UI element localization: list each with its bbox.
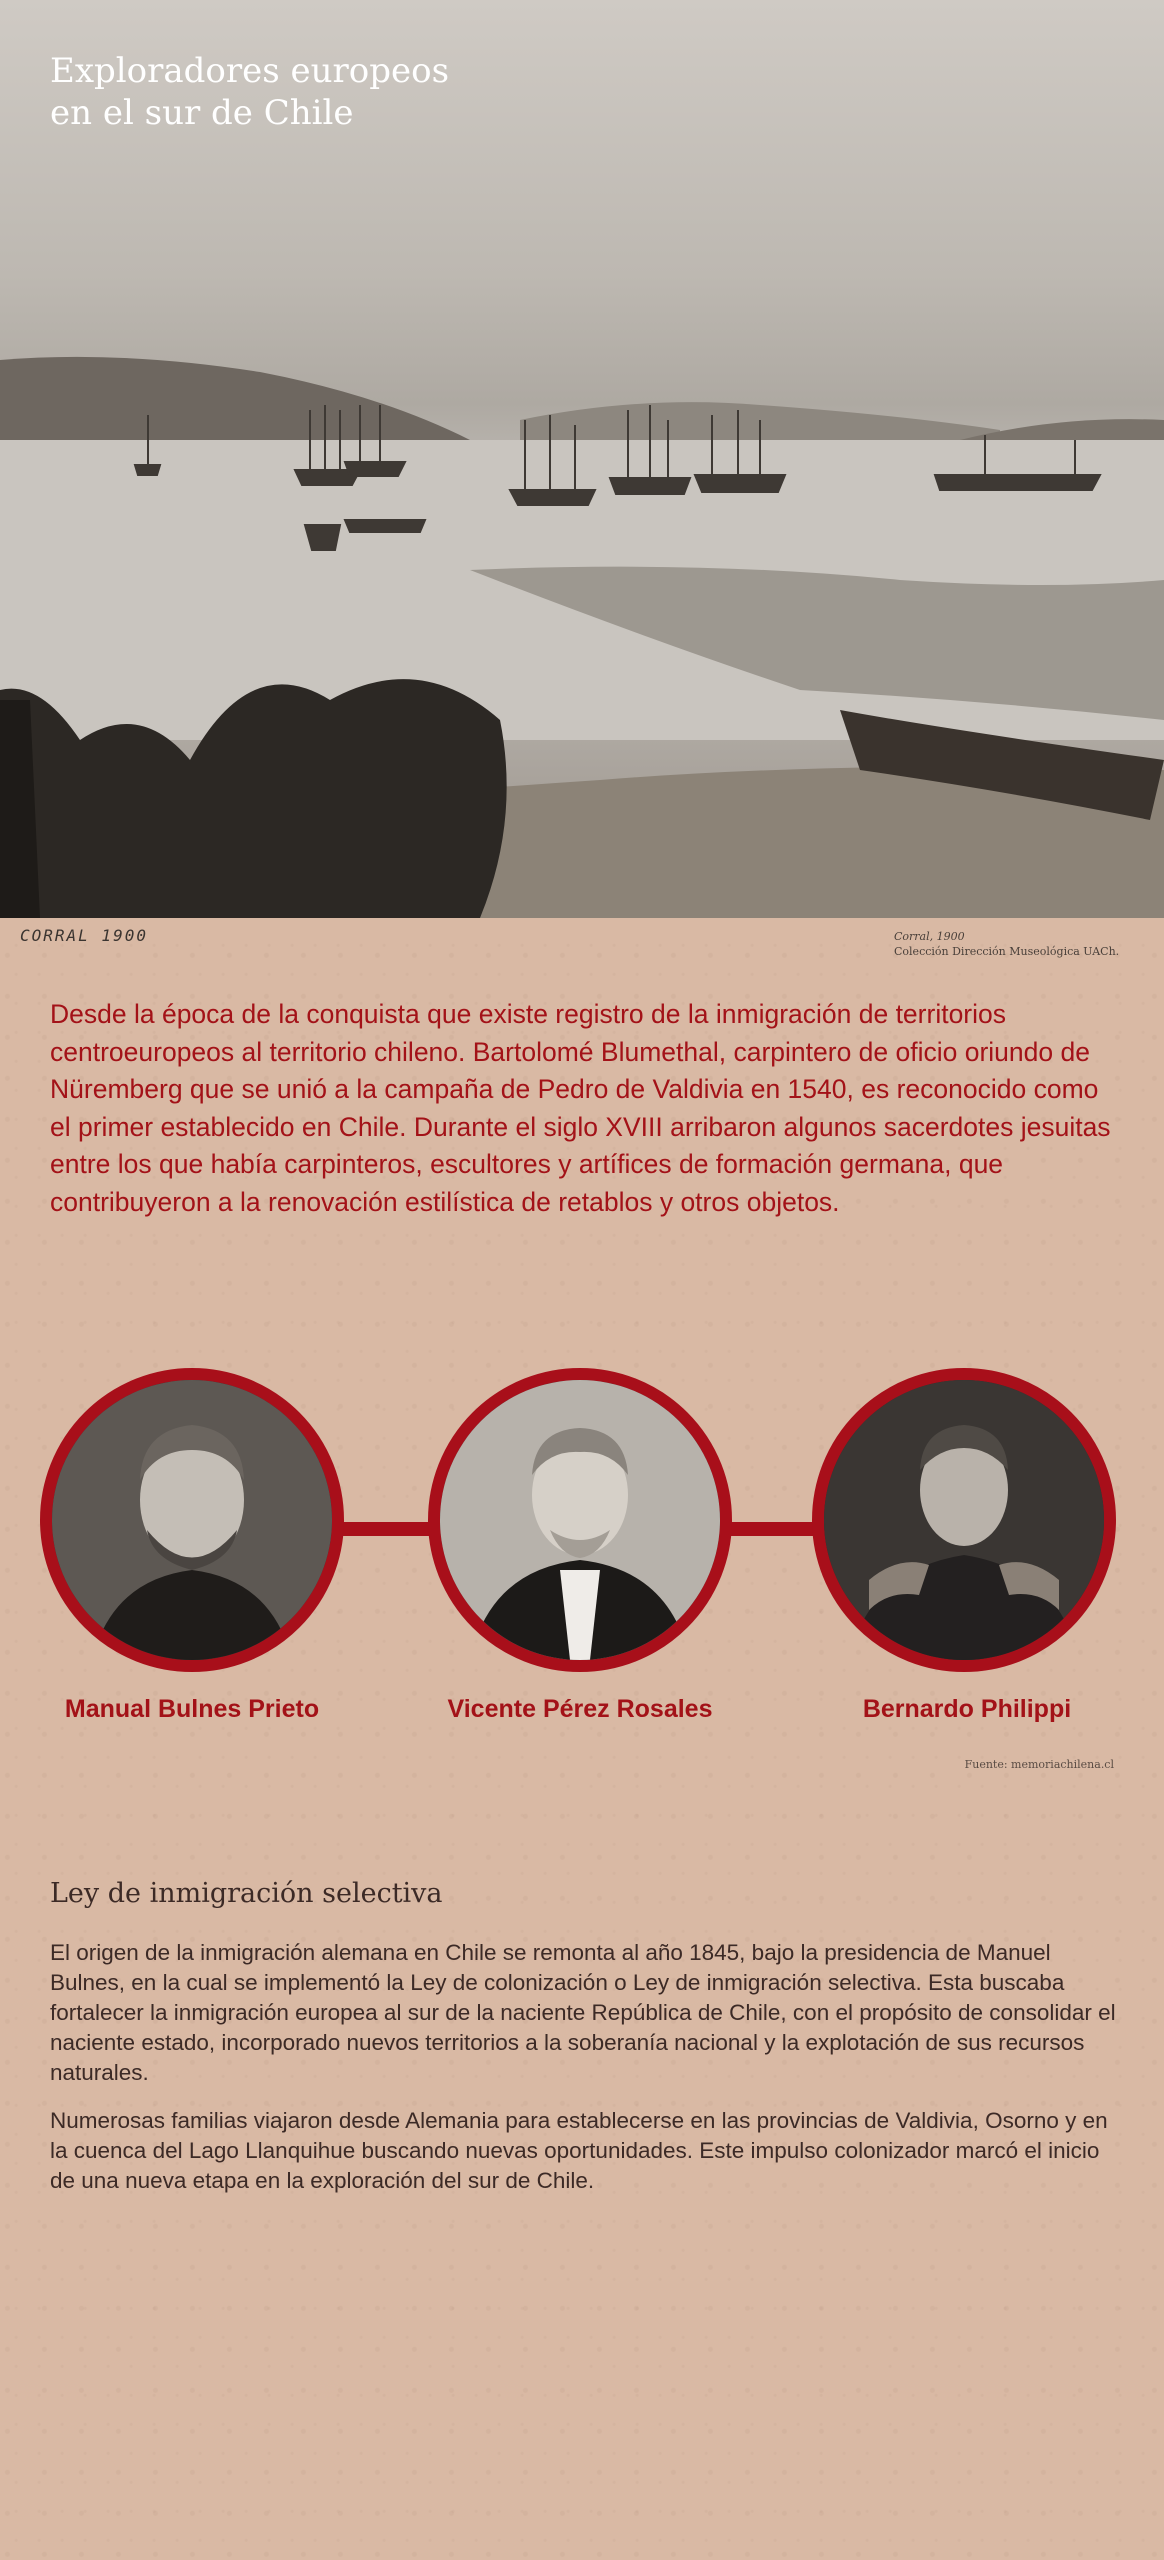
connector-line (725, 1522, 825, 1536)
law-body (50, 1938, 1120, 2214)
portrait-name: Vicente Pérez Rosales (447, 1695, 713, 1723)
connector-line (340, 1522, 440, 1536)
photo-credit (894, 929, 1144, 959)
law-paragraph: Numerosas familias viajaron desde Alemania para establecerse en las provincias de Valdivia, Osorno y en la cuenca del Lago Llanquihue buscando nuevas oportunidades. Este impulso colonizador marcó el inicio de una nueva etapa en la exploración del sur de Chile. (50, 2108, 1108, 2193)
photo-caption: Corral, 1900 (894, 930, 965, 943)
portrait-bulnes (40, 1368, 344, 1672)
portrait-philippi (812, 1368, 1116, 1672)
person-portrait-icon (440, 1380, 720, 1660)
title-line-2: en el sur de Chile (50, 93, 354, 133)
photo-collection: Colección Dirección Museológica UACh. (894, 945, 1120, 958)
person-portrait-icon (824, 1380, 1104, 1660)
hero-photo (0, 0, 1164, 918)
portrait-name: Bernardo Philippi (862, 1695, 1072, 1723)
law-paragraph: El origen de la inmigración alemana en Chile se remonta al año 1845, bajo la presidencia de Manuel Bulnes, en la cual se implementó la Ley de colonización o Ley de inmigración selectiva. Esta buscaba fortalecer la inmigración europea al sur de la naciente República de Chile, con el propósito de consolidar el naciente estado, incorporado nuevos territorios a la soberanía nacional y la explotación de sus recursos naturales. (50, 1940, 1116, 2085)
title-line-1: Exploradores europeos (50, 51, 450, 91)
portrait-row (0, 1368, 1164, 1748)
intro-paragraph: Desde la época de la conquista que existe registro de la inmigración de territorios centroeuropeos al territorio chileno. Bartolomé Blumethal, carpintero de oficio oriundo de Nüremberg que se unió a la campaña de Pedro de Valdivia en 1540, es reconocido como el primer establecido en Chile. Durante el siglo XVIII arribaron algunos sacerdotes jesuitas entre los que había carpinteros, escultores y artífices de formación germana, que contribuyeron a la renovación estilística de retablos y otros objetos. (50, 999, 1111, 1217)
section-title: Ley de inmigración selectiva (50, 1878, 443, 1909)
person-portrait-icon (52, 1380, 332, 1660)
portrait-perez-rosales (428, 1368, 732, 1672)
page-title (50, 50, 570, 134)
photo-stamp: CORRAL 1900 (20, 926, 148, 945)
portrait-name: Manual Bulnes Prieto (64, 1695, 320, 1723)
harbor-illustration (0, 0, 1164, 918)
portraits-source: Fuente: memoriachilena.cl (964, 1758, 1114, 1771)
